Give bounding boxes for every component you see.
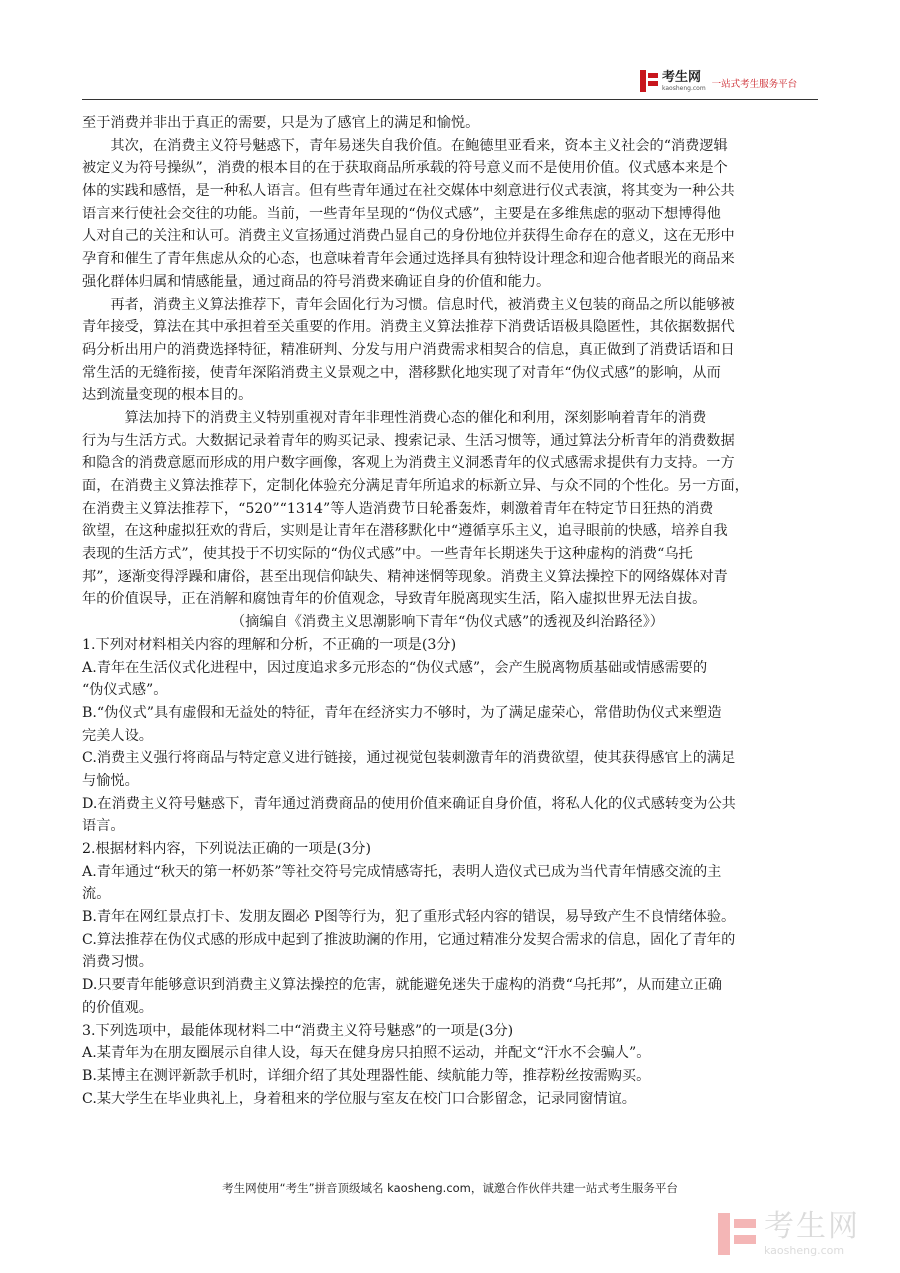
text-line: 和隐含的消费意愿而形成的用户数字画像，客观上为消费主义洞悉青年的仪式感需求提供有力支持。一方 — [82, 455, 735, 472]
text-line: 3.下列选项中，最能体现材料二中“消费主义符号魅惑”的一项是(3分) — [82, 1022, 514, 1039]
text-line: C.算法推荐在伪仪式感的形成中起到了推波助澜的作用，它通过精准分发契合需求的信息，固化了青年的 — [82, 931, 736, 948]
text-line: A.某青年为在朋友圈展示自律人设，每天在健身房只拍照不运动，并配文“汗水不会骗人”。 — [82, 1045, 651, 1062]
text-line: 再者，消费主义算法推荐下，青年会固化行为习惯。信息时代，被消费主义包装的商品之所以能够被 — [82, 296, 735, 313]
text-line: C.消费主义强行将商品与特定意义进行链接，通过视觉包装刺激青年的消费欲望，使其获得感官上的满足 — [82, 750, 736, 767]
text-line: 1.下列对材料相关内容的理解和分析，不正确的一项是(3分) — [82, 636, 457, 653]
text-line: 年的价值误导，正在消解和腐蚀青年的价值观念，导致青年脱离现实生活，陷入虚拟世界无法自拔。 — [82, 591, 707, 608]
text-line: 与愉悦。 — [82, 772, 139, 789]
watermark — [718, 1209, 860, 1257]
logo-domain: kaosheng.com — [662, 84, 706, 92]
text-line: 达到流量变现的根本目的。 — [82, 387, 253, 404]
text-line: 强化群体归属和情感能量，通过商品的符号消费来确证自身的价值和能力。 — [82, 273, 551, 290]
text-line: 码分析出用户的消费选择特征，精准研判、分发与用户消费需求相契合的信息，真正做到了消费话语和日 — [82, 341, 735, 358]
page-footer: 考生网使用“考生”拼音顶级域名 kaosheng.com，诚邀合作伙伴共建一站式考生服务平台 — [222, 1181, 678, 1195]
text-line: A.青年通过“秋天的第一杯奶茶”等社交符号完成情感寄托，表明人造仪式已成为当代青年情感交流的主 — [82, 863, 722, 880]
site-logo[interactable] — [640, 70, 797, 92]
text-line: 欲望，在这种虚拟狂欢的背后，实则是让青年在潜移默化中“遵循享乐主义，追寻眼前的快感，培养自我 — [82, 523, 728, 540]
watermark-domain: kaosheng.com — [764, 1244, 845, 1257]
text-line: 常生活的无缝衔接，使青年深陷消费主义景观之中，潜移默化地实现了对青年“伪仪式感”的影响，从而 — [82, 364, 721, 381]
text-line: 算法加持下的消费主义特别重视对青年非理性消费心态的催化和利用，深刻影响着青年的消费 — [82, 409, 707, 426]
text-line: 在消费主义算法推荐下，“520”“1314”等人造消费节日轮番轰炸，刺激着青年在特定节日狂热的消费 — [82, 500, 714, 517]
logo-icon — [640, 70, 658, 92]
logo-slogan: 一站式考生服务平台 — [711, 79, 798, 90]
text-line: （摘编自《消费主义思潮影响下青年“伪仪式感”的透视及纠治路径》） — [82, 614, 664, 631]
text-line: 人对自己的关注和认可。消费主义宣扬通过消费凸显自己的身份地位并获得生命存在的意义，这在无形中 — [82, 228, 735, 245]
text-line: 完美人设。 — [82, 727, 153, 744]
text-line: 2.根据材料内容，下列说法正确的一项是(3分) — [82, 841, 372, 857]
watermark-name: 考生网 — [764, 1209, 860, 1244]
text-line: 语言。 — [82, 818, 125, 835]
text-line: 体的实践和感悟，是一种私人语言。但有些青年通过在社交媒体中刻意进行仪式表演，将其变为一种公共 — [82, 183, 735, 200]
text-line: 青年接受，算法在其中承担着至关重要的作用。消费主义算法推荐下消费话语极具隐匿性，其依据数据代 — [82, 319, 735, 336]
header-divider — [82, 99, 818, 100]
text-line: 至于消费并非出于真正的需要，只是为了感官上的满足和愉悦。 — [82, 115, 480, 131]
text-line: 消费习惯。 — [82, 954, 153, 971]
text-line: 表现的生活方式”，使其投于不切实际的“伪仪式感”中。一些青年长期迷失于这种虚构的消费“乌托 — [82, 546, 693, 563]
text-line: 流。 — [82, 886, 111, 903]
text-line: 行为与生活方式。大数据记录着青年的购买记录、搜索记录、生活习惯等，通过算法分析青年的消费数据 — [82, 432, 735, 449]
page-header — [82, 62, 818, 102]
text-line: D.只要青年能够意识到消费主义算法操控的危害，就能避免迷失于虚构的消费“乌托邦”，从而建立正确 — [82, 977, 722, 994]
text-line: B.“伪仪式”具有虚假和无益处的特征，青年在经济实力不够时，为了满足虚荣心，常借助伪仪式来塑造 — [82, 704, 722, 721]
text-line: 其次，在消费主义符号魅惑下，青年易迷失自我价值。在鲍德里亚看来，资本主义社会的“消费逻辑 — [82, 137, 728, 154]
text-line: B.某博主在测评新款手机时，详细介绍了其处理器性能、续航能力等，推荐粉丝按需购买。 — [82, 1067, 651, 1084]
text-line: A.青年在生活仪式化进程中，因过度追求多元形态的“伪仪式感”，会产生脱离物质基础或情感需要的 — [82, 659, 708, 676]
text-line: 邦”，逐渐变得浮躁和庸俗，甚至出现信仰缺失、精神迷惘等现象。消费主义算法操控下的网络媒体对青 — [82, 568, 728, 585]
watermark-logo-icon — [718, 1213, 758, 1255]
text-line: 被定义为符号操纵”，消费的根本目的在于获取商品所承载的符号意义而不是使用价值。仪式感本来是个 — [82, 160, 728, 177]
document-body — [82, 112, 820, 1110]
text-line: 语言来行使社会交往的功能。当前，一些青年呈现的“伪仪式感”，主要是在多维焦虑的驱动下想博得他 — [82, 205, 721, 222]
text-line: 的价值观。 — [82, 999, 153, 1016]
logo-name: 考生网 — [662, 69, 702, 85]
text-line: B.青年在网红景点打卡、发朋友圈必 P图等行为，犯了重形式轻内容的错误，易导致产生不良情绪体验。 — [82, 909, 736, 926]
text-line: “伪仪式感”。 — [82, 682, 168, 699]
text-line: 面，在消费主义算法推荐下，定制化体验充分满足青年所追求的标新立异、与众不同的个性化。另一方面， — [82, 478, 749, 494]
text-line: C.某大学生在毕业典礼上，身着租来的学位服与室友在校门口合影留念，记录同窗情谊。 — [82, 1090, 636, 1107]
text-line: 孕育和催生了青年焦虑从众的心态，也意味着青年会通过选择具有独特设计理念和迎合他者眼光的商品来 — [82, 251, 735, 268]
text-line: D.在消费主义符号魅惑下，青年通过消费商品的使用价值来确证自身价值，将私人化的仪式感转变为公共 — [82, 795, 736, 812]
